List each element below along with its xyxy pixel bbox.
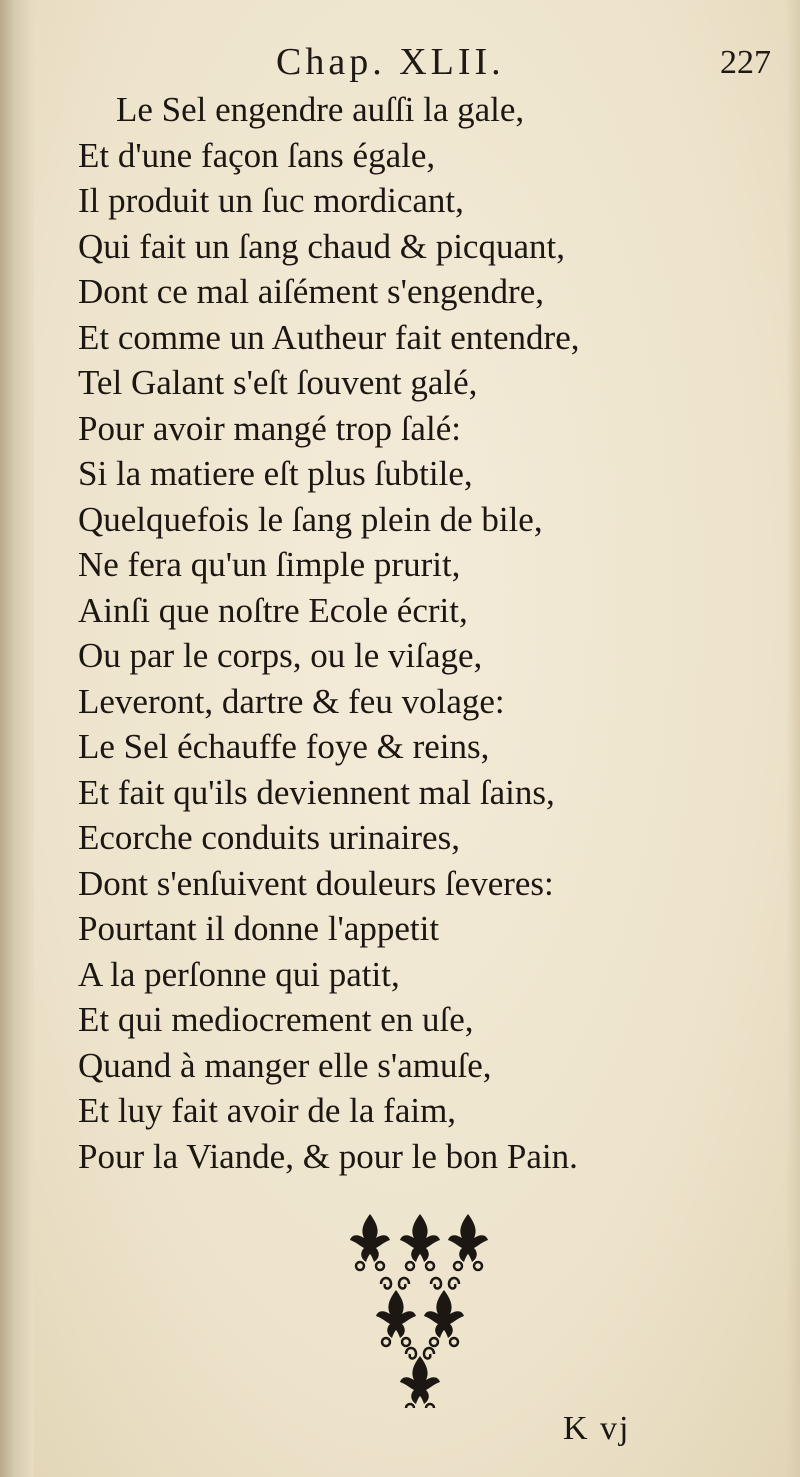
verse-line: Le Sel échauffe foye & reins, xyxy=(78,727,490,766)
signature-mark: K vj xyxy=(563,1410,631,1447)
verse-line: Il produit un ſuc mordicant, xyxy=(78,181,464,220)
verse-line: Le Sel engendre auſſi la gale, xyxy=(116,90,525,129)
verse-line: Dont ce mal aiſément s'engendre, xyxy=(78,272,544,311)
verse-line: Quand à manger elle s'amuſe, xyxy=(78,1045,492,1085)
page-binding-shadow xyxy=(0,0,34,1477)
verse-line: Et qui mediocrement en uſe, xyxy=(78,1000,474,1039)
page-header xyxy=(0,40,800,90)
verse-line: Pour avoir mangé trop ſalé: xyxy=(78,408,461,448)
verse-line: Leveront, dartre & feu volage: xyxy=(78,681,505,721)
running-head: Chap. XLII. xyxy=(276,41,505,83)
verse-line: Et comme un Autheur fait entendre, xyxy=(78,317,580,357)
verse-line: Ainſi que noſtre Ecole écrit, xyxy=(78,590,468,630)
poem-body xyxy=(78,87,738,1179)
page-number: 227 xyxy=(720,44,771,81)
verse-line: A la perſonne qui patit, xyxy=(78,954,400,994)
verse-line: Tel Galant s'eſt ſouvent galé, xyxy=(78,363,478,402)
verse-line: Qui fait un ſang chaud & picquant, xyxy=(78,226,565,266)
verse-line: Ne fera qu'un ſimple prurit, xyxy=(78,545,461,584)
show-through-texture xyxy=(745,340,800,1400)
verse-line: Ou par le corps, ou le viſage, xyxy=(78,636,483,675)
verse-line: Pourtant il donne l'appetit xyxy=(78,909,440,948)
verse-line: Et fait qu'ils deviennent mal ſains, xyxy=(78,772,555,812)
verse-line: Si la matiere eſt plus ſubtile, xyxy=(78,454,473,493)
fleuron-tailpiece-icon xyxy=(340,1208,500,1408)
verse-line: Ecorche conduits urinaires, xyxy=(78,818,460,857)
verse-line: Quelquefois le ſang plein de bile, xyxy=(78,499,543,539)
verse-line: Et luy fait avoir de la faim, xyxy=(78,1091,457,1130)
verse-line: Dont s'enſuivent douleurs ſeveres: xyxy=(78,863,554,903)
verse-line: Et d'une façon ſans égale, xyxy=(78,135,436,175)
verse-line: Pour la Viande, & pour le bon Pain. xyxy=(78,1136,578,1176)
